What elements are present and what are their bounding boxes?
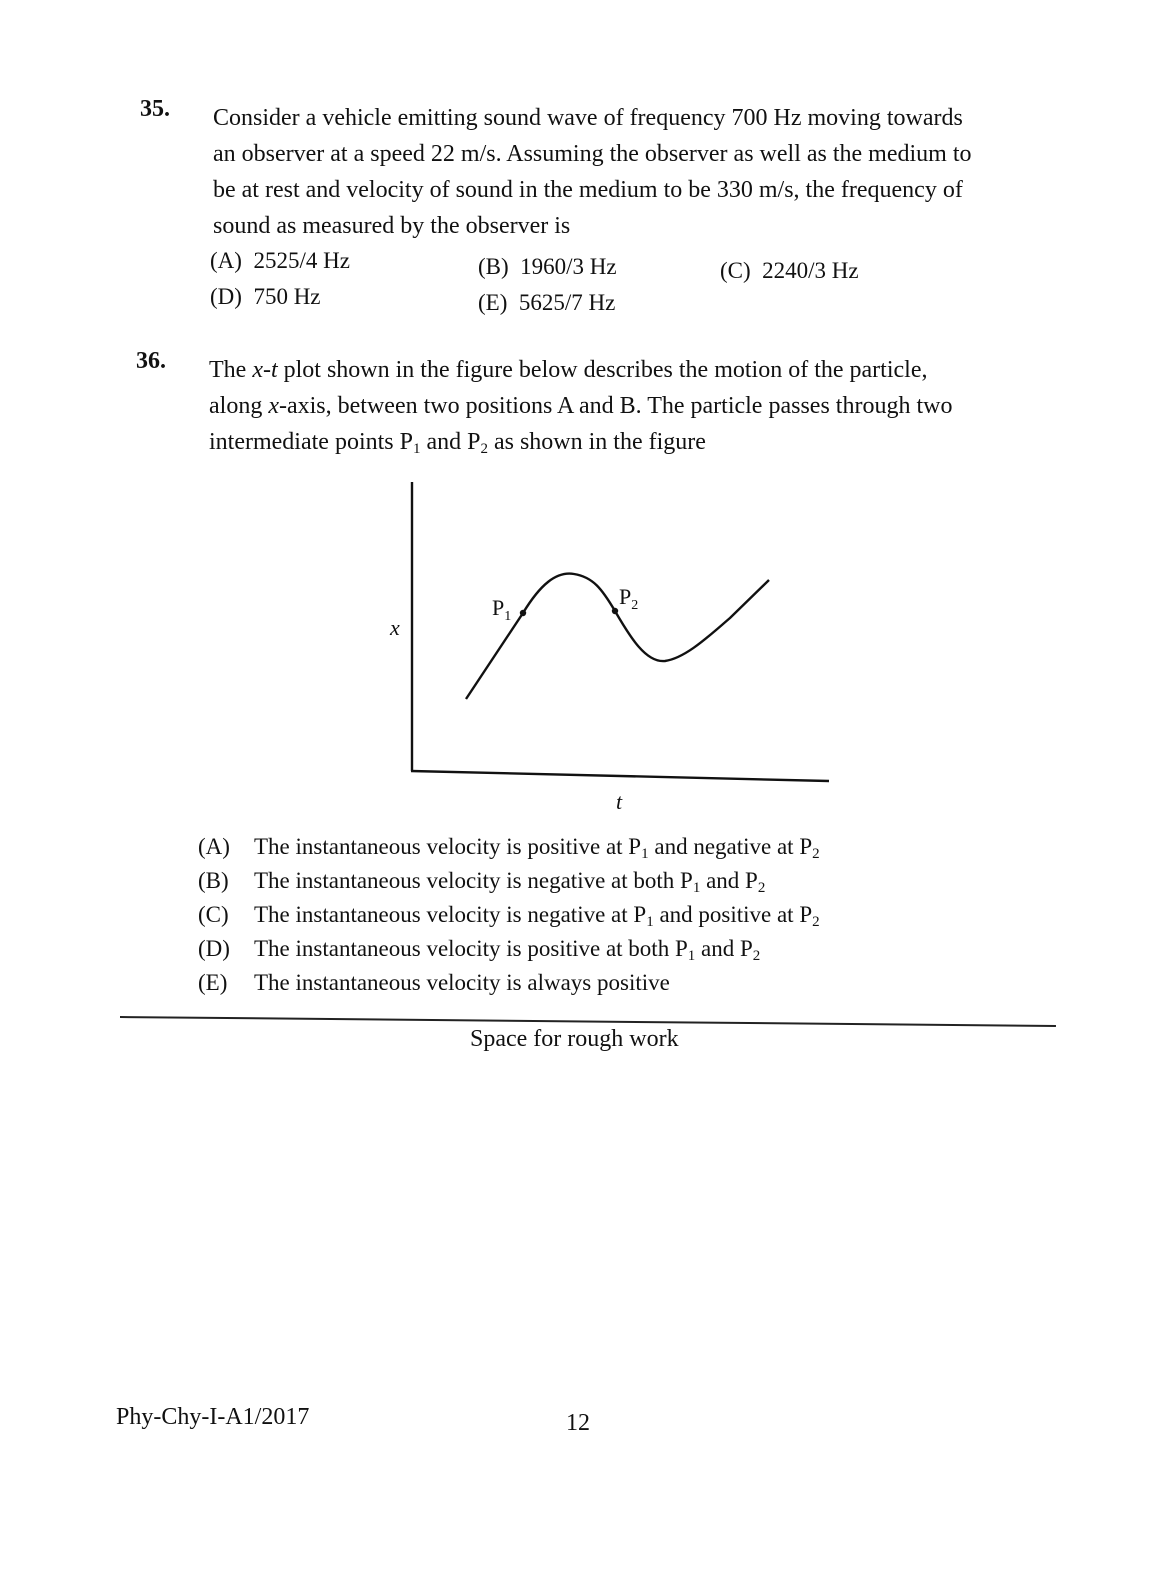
q36-option-b[interactable]: (B) The instantaneous velocity is negative at both $P_1$ and $P_2$ xyxy=(198,868,766,896)
question-36-text xyxy=(209,352,1089,460)
q35-option-a[interactable] xyxy=(210,248,350,274)
x-axis-label: t xyxy=(616,789,623,814)
footer-page-number: 12 xyxy=(566,1410,590,1436)
question-35-line-1: Consider a vehicle emitting sound wave of frequency 700 Hz moving towards xyxy=(213,105,963,131)
question-36-line-1: The x-t plot shown in the figure below describes the motion of the particle, xyxy=(209,357,928,383)
xt-plot-figure xyxy=(380,475,850,825)
option-text: 1960/3 Hz xyxy=(520,254,617,279)
q36-option-e[interactable]: (E) The instantaneous velocity is always positive xyxy=(198,970,670,995)
y-axis-label: x xyxy=(390,615,400,640)
question-36-number: 36. xyxy=(136,348,166,374)
q35-option-b[interactable] xyxy=(478,254,617,280)
question-36-line-3: intermediate points $P_1$ and $P_2$ as shown in the figure xyxy=(209,429,706,457)
rough-work-label: Space for rough work xyxy=(470,1026,679,1052)
question-35-text xyxy=(213,100,1093,244)
question-35-number: 35. xyxy=(140,96,170,122)
q35-option-e[interactable] xyxy=(478,290,615,316)
option-text: 2525/4 Hz xyxy=(253,248,350,273)
question-35-line-4: sound as measured by the observer is xyxy=(213,213,571,239)
q35-option-c[interactable] xyxy=(720,258,859,284)
q35-option-d[interactable] xyxy=(210,284,321,310)
option-label: (E) xyxy=(478,290,508,315)
q36-option-c[interactable]: (C) The instantaneous velocity is negative at $P_1$ and positive at $P_2$ xyxy=(198,902,820,930)
option-text: 5625/7 Hz xyxy=(518,290,616,315)
q36-option-a[interactable]: (A) The instantaneous velocity is positive at $P_1$ and negative at $P_2$ xyxy=(198,834,820,862)
option-label: (A) xyxy=(210,248,242,273)
question-35-line-2: an observer at a speed 22 m/s. Assuming the observer as well as the medium to xyxy=(213,141,972,167)
option-text: 2240/3 Hz xyxy=(762,258,859,283)
point-p1-label: $P_1$ xyxy=(492,595,512,624)
footer-paper-code: Phy-Chy-I-A1/2017 xyxy=(116,1404,310,1430)
question-35-line-3: be at rest and velocity of sound in the medium to be 330 m/s, the frequency of xyxy=(213,177,963,203)
question-36-line-2: along x-axis, between two positions A and B. The particle passes through two xyxy=(209,393,953,419)
q36-option-d[interactable]: (D) The instantaneous velocity is positive at both $P_1$ and $P_2$ xyxy=(198,936,761,964)
motion-curve xyxy=(466,574,769,699)
x-axis-line xyxy=(411,771,829,781)
q36-options xyxy=(198,830,820,1000)
point-p2-label: $P_2$ xyxy=(619,584,639,613)
point-p2-dot xyxy=(612,608,618,614)
option-label: (B) xyxy=(478,254,509,279)
option-label: (D) xyxy=(210,284,242,309)
point-p1-dot xyxy=(520,610,526,616)
option-label: (C) xyxy=(720,258,751,283)
option-text: 750 Hz xyxy=(253,284,321,309)
